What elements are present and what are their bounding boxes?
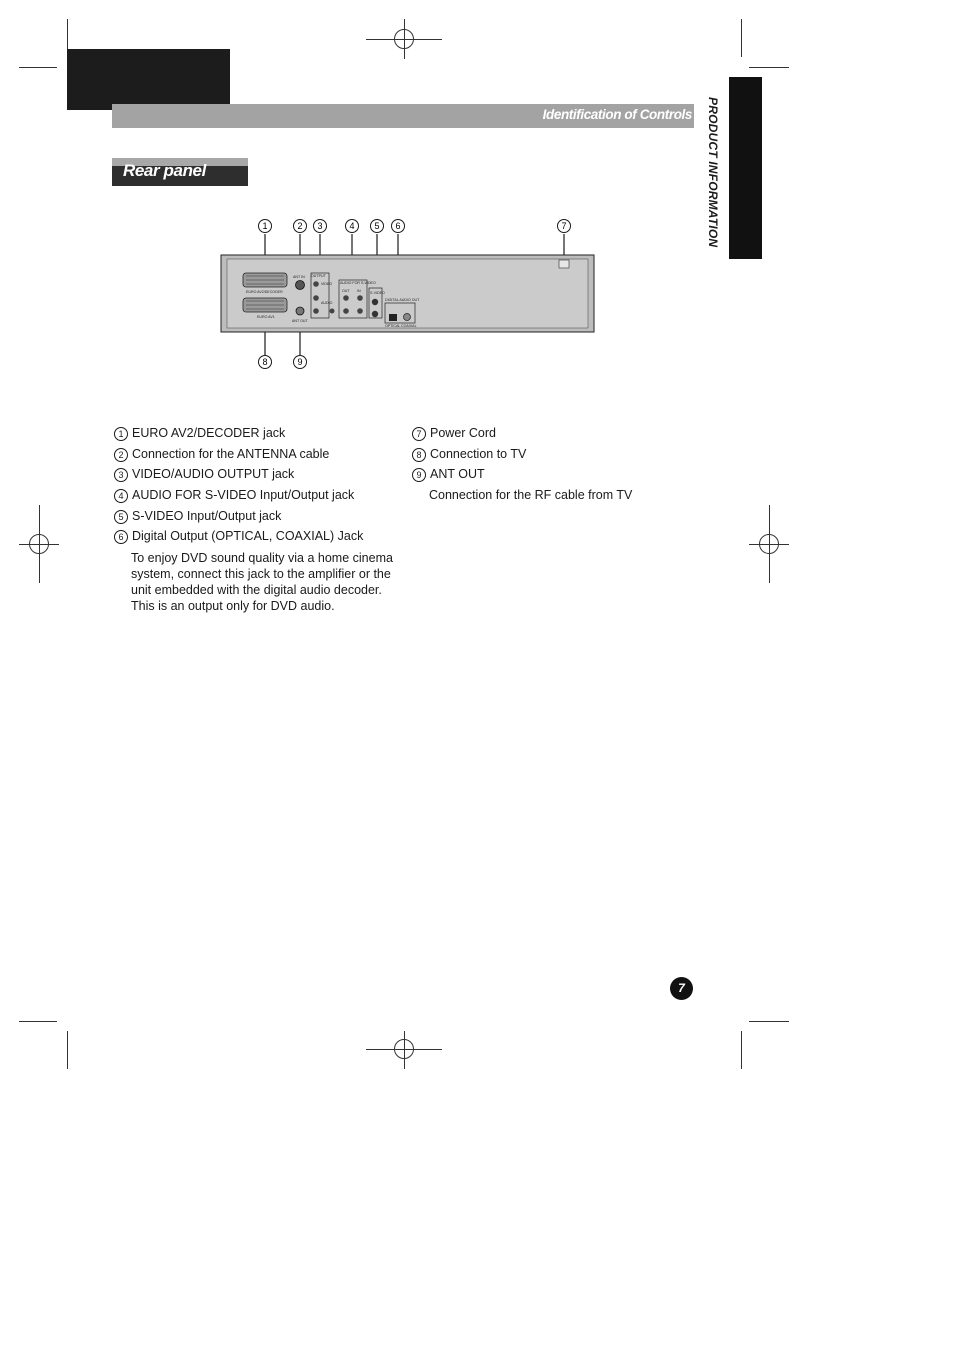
crop-mark — [39, 505, 40, 583]
audio-svideo-out-r — [343, 308, 349, 314]
corner-black-block — [67, 49, 230, 110]
legend-label: Power Cord — [430, 426, 496, 440]
label-ant-out: ANT OUT — [292, 319, 308, 323]
legend-num: 2 — [114, 448, 128, 462]
callout-8-label: 8 — [262, 357, 268, 367]
legend-item-3 — [114, 466, 294, 482]
callout-9-label: 9 — [297, 357, 303, 367]
crop-mark — [404, 1031, 405, 1069]
callout-4-label: 4 — [349, 221, 355, 231]
label-digital-audio-out: DIGITAL AUDIO OUT — [385, 298, 420, 302]
callout-3-label: 3 — [317, 221, 323, 231]
output-audio-jack-r — [313, 308, 319, 314]
label-svideo: S-VIDEO — [370, 291, 385, 295]
audio-svideo-out-l — [343, 295, 349, 301]
rear-panel-diagram — [215, 214, 605, 376]
crop-mark — [749, 67, 789, 68]
legend-label: AUDIO FOR S-VIDEO Input/Output jack — [132, 488, 355, 502]
crop-mark — [404, 19, 405, 59]
optical-jack — [389, 314, 397, 321]
label-coaxial: COAXIAL — [401, 324, 417, 328]
crop-mark — [741, 1031, 742, 1069]
legend-num: 4 — [114, 489, 128, 503]
audio-svideo-in-l — [357, 295, 363, 301]
label-audio: AUDIO — [321, 301, 333, 305]
callout-1-label: 1 — [262, 221, 268, 231]
crop-mark — [741, 19, 742, 57]
legend-note-digital: To enjoy DVD sound quality via a home cinema system, connect this jack to the amplifier or the unit embedded with the digital audio decoder. This is an output only for DVD audio. — [131, 551, 393, 613]
legend-label: Connection for the ANTENNA cable — [132, 447, 330, 461]
label-optical: OPTICAL — [385, 324, 401, 328]
label-out: OUT — [342, 289, 350, 293]
legend-note-ant-out: Connection for the RF cable from TV — [429, 488, 633, 502]
legend-item-6 — [114, 528, 363, 544]
side-tab — [729, 77, 762, 259]
legend-num: 1 — [114, 427, 128, 441]
coaxial-jack — [404, 314, 411, 321]
section-title: Rear panel — [123, 161, 206, 180]
label-video: VIDEO — [321, 282, 333, 286]
header-title: Identification of Controls — [542, 107, 692, 122]
legend-item-8 — [412, 446, 526, 462]
output-video-jack — [313, 281, 319, 287]
callout-6-label: 6 — [395, 221, 401, 231]
svideo-in-jack — [372, 311, 378, 317]
callout-7-label: 7 — [561, 221, 567, 231]
legend-label: Connection to TV — [430, 447, 527, 461]
legend-label: S-VIDEO Input/Output jack — [132, 509, 282, 523]
legend-label: VIDEO/AUDIO OUTPUT jack — [132, 467, 295, 481]
ant-out-connector — [296, 307, 304, 315]
legend-label: Digital Output (OPTICAL, COAXIAL) Jack — [132, 529, 364, 543]
page-number: 7 — [670, 977, 693, 1000]
legend-num: 3 — [114, 468, 128, 482]
legend-label: ANT OUT — [430, 467, 485, 481]
legend-num: 6 — [114, 530, 128, 544]
power-cord-socket — [559, 260, 569, 268]
label-euro-av2: EURO AV2/DECODER — [246, 290, 283, 294]
label-output: OUTPUT — [311, 274, 326, 278]
legend-item-7 — [412, 425, 496, 441]
svideo-out-jack — [372, 299, 378, 305]
audio-svideo-in-r — [357, 308, 363, 314]
legend-label: EURO AV2/DECODER jack — [132, 426, 286, 440]
label-euro-av1: EURO AV1 — [257, 315, 275, 319]
crop-mark — [769, 505, 770, 583]
label-audio-for-svideo: AUDIO FOR S-VIDEO — [340, 281, 376, 285]
crop-mark — [67, 1031, 68, 1069]
callout-5-label: 5 — [374, 221, 380, 231]
header-bar — [112, 104, 694, 128]
output-extra-jack — [330, 309, 335, 314]
legend-item-9 — [412, 466, 485, 482]
label-ant-in: ANT IN — [293, 275, 305, 279]
legend-item-2 — [114, 446, 329, 462]
legend-item-5 — [114, 508, 281, 524]
label-in: IN — [357, 289, 361, 293]
crop-mark — [19, 67, 57, 68]
legend-item-1 — [114, 425, 285, 441]
crop-mark — [749, 1021, 789, 1022]
crop-mark — [19, 1021, 57, 1022]
side-tab-label: PRODUCT INFORMATION — [706, 97, 720, 248]
ant-in-connector — [296, 281, 305, 290]
legend-num: 7 — [412, 427, 426, 441]
legend-item-4 — [114, 487, 354, 503]
callout-2-label: 2 — [297, 221, 303, 231]
legend-num: 8 — [412, 448, 426, 462]
legend-num: 5 — [114, 510, 128, 524]
output-audio-jack-l — [313, 295, 319, 301]
legend-num: 9 — [412, 468, 426, 482]
